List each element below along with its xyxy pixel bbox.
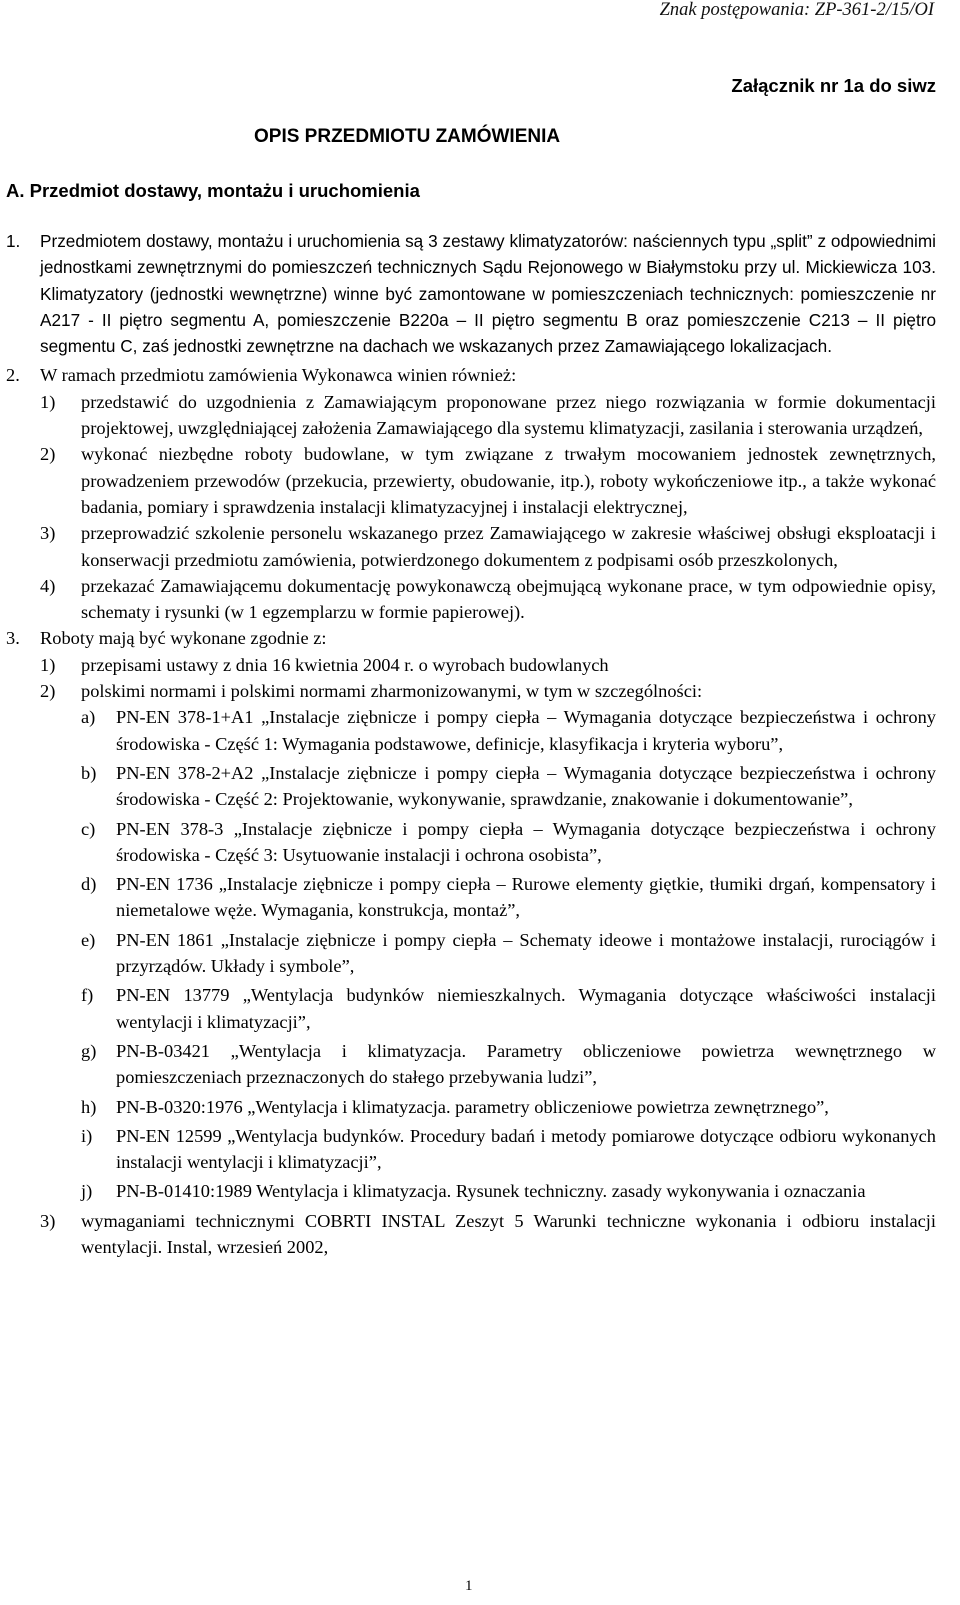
norm-letter: a) [81,707,96,728]
item-text: wykonać niezbędne roboty budowlane, w tym związane z trwałym mocowaniem jednostek zewnętrznych, prowadzeniem przewodów (przekucia, przewierty, obudowanie, itp.), roboty wykończeniowe itp., a także wykonać badania, pomiary i sprawdzenia instalacji klimatyzacyjnej i instalacji elektrycznej, [81,444,936,517]
norm-item [6,871,936,924]
norm-text: PN-EN 1736 „Instalacje ziębnicze i pompy ciepła – Rurowe elementy giętkie, tłumiki drgań, kompensatory i niemetalowe węże. Wymagania, konstrukcja, montaż”, [116,874,936,921]
norm-letter: c) [81,818,96,839]
norm-text: PN-EN 1861 „Instalacje ziębnicze i pompy ciepła – Schematy ideowe i montażowe instalacji, rurociągów i przyrządów. Układy i symbole”, [116,929,936,977]
norm-text: PN-B-01410:1989 Wentylacja i klimatyzacja. Rysunek techniczny. zasady wykonywania i oznaczania [116,1181,866,1202]
paragraph-text: W ramach przedmiotu zamówienia Wykonawca winien również: [40,365,517,386]
list-item [6,520,936,573]
paragraph-1 [6,228,936,359]
norm-text: PN-EN 13779 „Wentylacja budynków niemieszkalnych. Wymagania dotyczące właściwości instalacji wentylacji i klimatyzacji”, [116,985,936,1032]
item-number: 1) [40,391,56,412]
item-number: 3) [40,1210,56,1231]
list-item [6,678,936,704]
norm-letter: j) [81,1181,93,1202]
item-number: 3) [40,523,56,544]
document-title: OPIS PRZEDMIOTU ZAMÓWIENIA [254,126,561,147]
norm-item [6,1178,936,1204]
paragraph-text: Roboty mają być wykonane zgodnie z: [40,628,327,649]
norm-text: PN-B-0320:1976 „Wentylacja i klimatyzacja. parametry obliczeniowe powietrza zewnętrznego”, [116,1096,829,1117]
norm-item [6,760,936,813]
item-text: przepisami ustawy z dnia 16 kwietnia 2004 r. o wyrobach budowlanych [81,654,609,675]
norm-item [6,704,936,757]
norm-letter: f) [81,985,94,1006]
paragraph-text: Przedmiotem dostawy, montażu i uruchomienia są 3 zestawy klimatyzatorów: naściennych typu „split” z odpowiednimi jednostkami zewnętrznymi do pomieszczeń technicznych Sądu Rejonowego w Białymstoku przy ul. Mickiewicza 103. Klimatyzatory (jednostki wewnętrzne) winne być zamontowane w pomieszczeniach technicznych: pomieszczenie nr A217 - II piętro segmentu A, pomieszczenie B220a – II piętro segmentu B oraz pomieszczenie C213 – II piętro segmentu C, zaś jednostki zewnętrzne na dachach we wskazanych przez Zamawiającego lokalizacjach. [40,231,936,357]
norm-item [6,927,936,980]
item-text: przedstawić do uzgodnienia z Zamawiającym proponowane przez niego rozwiązania w formie dokumentacji projektowej, uwzględniającej założenia Zamawiającego dla systemu klimatyzacji, zasilania i sterowania urządzeń, [81,391,936,439]
paragraph-number: 3. [6,628,20,649]
paragraph-number: 2. [6,365,20,386]
paragraph-2 [6,362,936,388]
norm-text: PN-B-03421 „Wentylacja i klimatyzacja. Parametry obliczeniowe powietrza wewnętrznego w pomieszczeniach przeznaczonych do stałego przebywania ludzi”, [116,1040,936,1088]
norm-letter: d) [81,874,97,895]
list-item [6,441,936,520]
page-number: 1 [465,1578,473,1594]
norm-text: PN-EN 12599 „Wentylacja budynków. Procedury badań i metody pomiarowe dotyczące odbioru wykonanych instalacji wentylacji i klimatyzacji”, [116,1125,936,1173]
norm-text: PN-EN 378-3 „Instalacje ziębnicze i pompy ciepła – Wymagania dotyczące bezpieczeństwa i ochrony środowiska - Część 3: Usytuowanie instalacji i ochrona osobista”, [116,818,936,865]
list-item [6,1208,936,1261]
norm-letter: i) [81,1125,93,1146]
section-heading: A. Przedmiot dostawy, montażu i uruchomienia [6,180,420,201]
norm-text: PN-EN 378-1+A1 „Instalacje ziębnicze i pompy ciepła – Wymagania dotyczące bezpieczeństwa i ochrony środowiska - Część 1: Wymagania podstawowe, definicje, klasyfikacja i kryteria wyboru”, [116,707,936,754]
norm-letter: h) [81,1096,97,1117]
item-text: wymaganiami technicznymi COBRTI INSTAL Zeszyt 5 Warunki techniczne wykonania i odbioru instalacji wentylacji. Instal, wrzesień 2002, [81,1210,936,1257]
item-text: przeprowadzić szkolenie personelu wskazanego przez Zamawiającego w zakresie właściwej obsługi eksploatacji i konserwacji przedmiotu zamówienia, potwierdzonego dokumentem z podpisami osób przeszkolonych, [81,523,936,570]
norm-item [6,982,936,1035]
norm-letter: e) [81,929,96,950]
paragraph-3 [6,625,936,651]
case-reference: Znak postępowania: ZP-361-2/15/OI [659,0,934,20]
item-number: 4) [40,575,56,596]
list-item [6,652,936,678]
item-number: 1) [40,654,56,675]
annex-label: Załącznik nr 1a do siwz [731,75,936,96]
norm-letter: g) [81,1040,97,1061]
norm-item [6,816,936,869]
item-number: 2) [40,681,56,702]
norm-letter: b) [81,762,97,783]
item-number: 2) [40,444,56,465]
norm-item [6,1094,936,1120]
item-text: polskimi normami i polskimi normami zharmonizowanymi, w tym w szczególności: [81,681,703,702]
list-item [6,573,936,626]
norm-item [6,1123,936,1176]
norm-item [6,1038,936,1091]
list-item [6,389,936,442]
norm-text: PN-EN 378-2+A2 „Instalacje ziębnicze i pompy ciepła – Wymagania dotyczące bezpieczeństwa i ochrony środowiska - Część 2: Projektowanie, wykonywanie, sprawdzanie, znakowanie i dokumentowanie”, [116,762,936,810]
item-text: przekazać Zamawiającemu dokumentację powykonawczą obejmującą wykonane prace, w tym odpowiednie opisy, schematy i rysunki (w 1 egzemplarzu w formie papierowej). [81,575,936,623]
document-body [6,228,936,1260]
paragraph-number: 1. [6,231,21,251]
